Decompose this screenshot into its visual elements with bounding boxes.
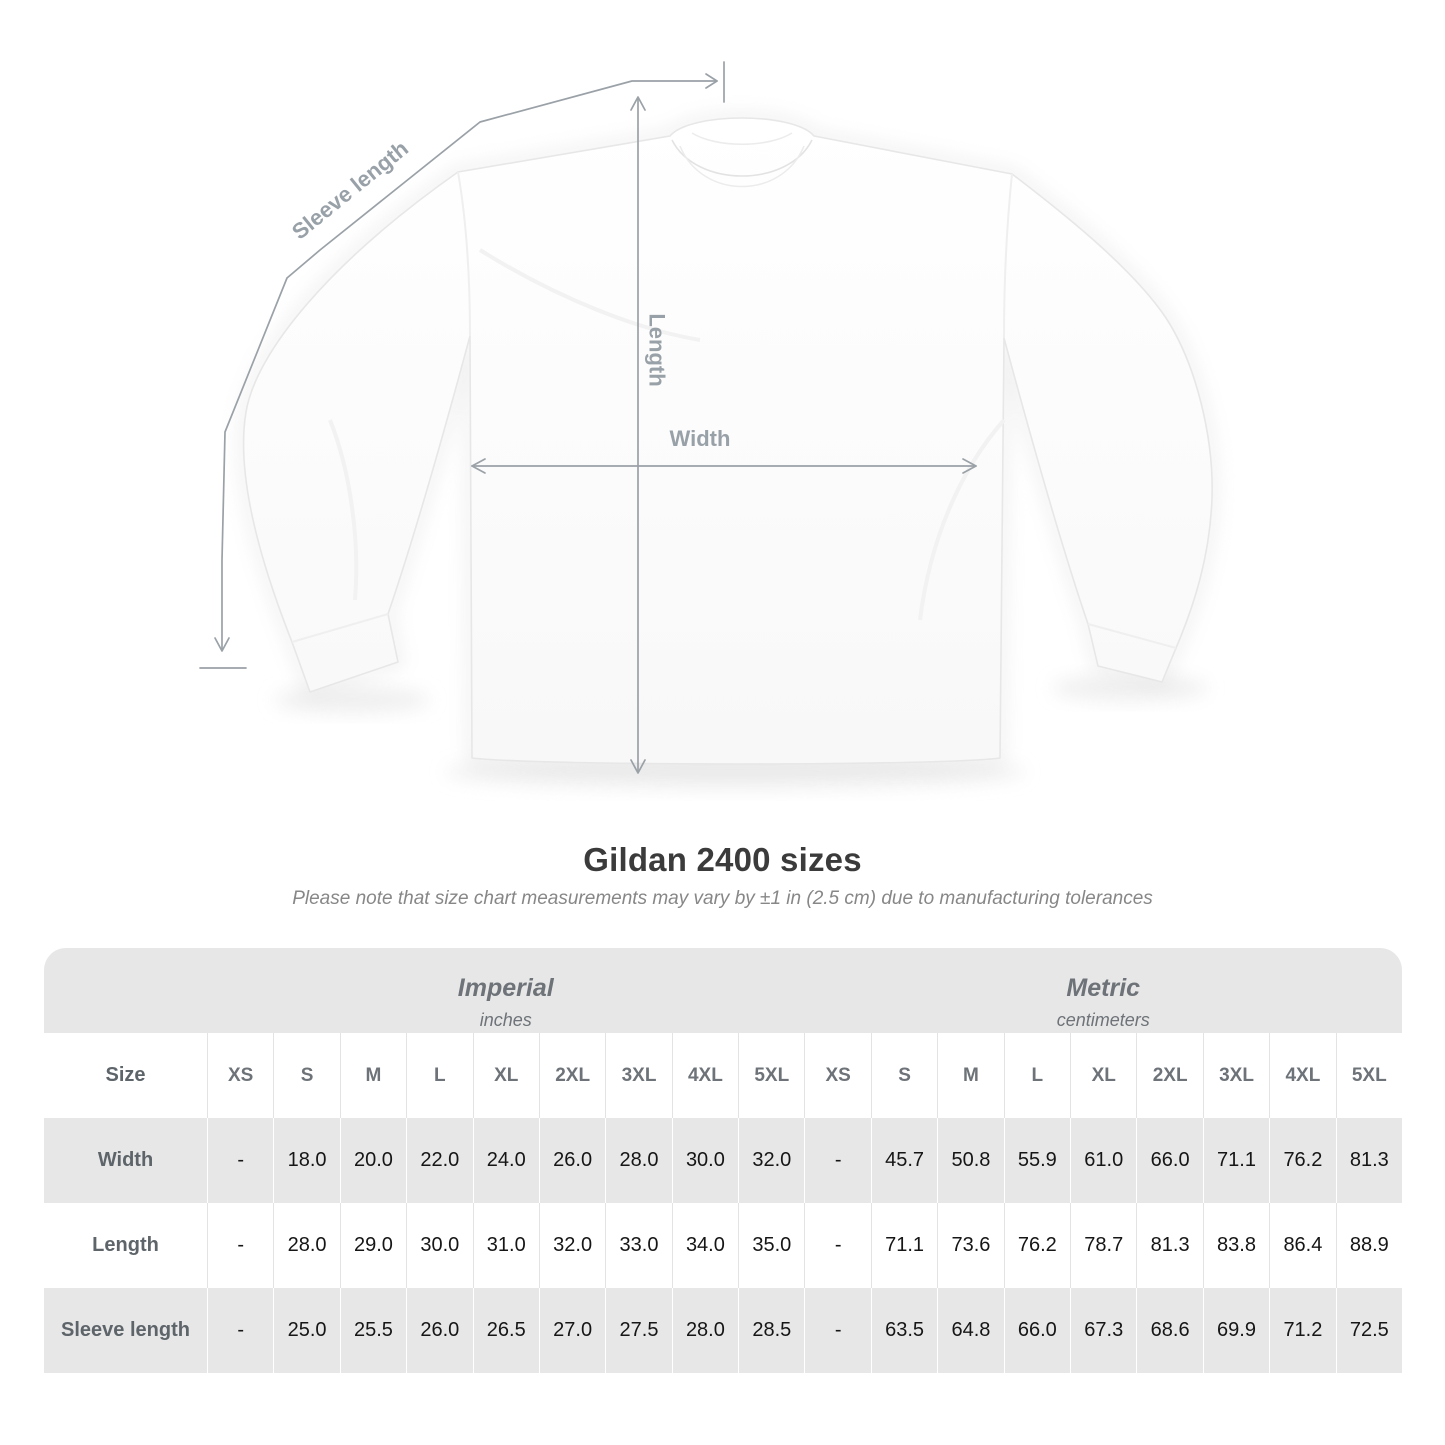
size-col-header-metric: XS	[804, 1033, 870, 1118]
table-cell-imperial: -	[207, 1203, 273, 1288]
table-cell-metric: 63.5	[871, 1288, 937, 1373]
table-cell-metric: 64.8	[937, 1288, 1003, 1373]
table-cell-imperial: 31.0	[473, 1203, 539, 1288]
table-cell-imperial: -	[207, 1118, 273, 1203]
table-cell-imperial: 27.5	[605, 1288, 671, 1373]
table-cell-metric: 88.9	[1336, 1203, 1402, 1288]
table-cell-imperial: 26.0	[539, 1118, 605, 1203]
table-cell-imperial: 28.0	[605, 1118, 671, 1203]
size-col-header-imperial: 4XL	[672, 1033, 738, 1118]
size-col-header-metric: M	[937, 1033, 1003, 1118]
table-cell-metric: 68.6	[1136, 1288, 1202, 1373]
table-cell-imperial: 32.0	[738, 1118, 804, 1203]
table-cell-metric: 78.7	[1070, 1203, 1136, 1288]
size-corner-header: Size	[44, 1033, 207, 1118]
table-cell-imperial: 26.5	[473, 1288, 539, 1373]
table-cell-imperial: 25.5	[340, 1288, 406, 1373]
size-col-header-imperial: XS	[207, 1033, 273, 1118]
table-cell-imperial: 28.0	[273, 1203, 339, 1288]
table-cell-metric: 73.6	[937, 1203, 1003, 1288]
table-cell-metric: 86.4	[1269, 1203, 1335, 1288]
table-cell-metric: 69.9	[1203, 1288, 1269, 1373]
size-col-header-imperial: M	[340, 1033, 406, 1118]
imperial-label: Imperial	[457, 973, 554, 1002]
metric-sublabel: centimeters	[1056, 1009, 1150, 1030]
length-label: Length	[644, 313, 670, 387]
size-col-header-metric: 2XL	[1136, 1033, 1202, 1118]
size-col-header-metric: L	[1004, 1033, 1070, 1118]
size-col-header-metric: 4XL	[1269, 1033, 1335, 1118]
table-cell-imperial: 33.0	[605, 1203, 671, 1288]
table-cell-metric: 50.8	[937, 1118, 1003, 1203]
heading-block	[0, 841, 1445, 910]
size-col-header-imperial: 2XL	[539, 1033, 605, 1118]
width-label: Width	[669, 426, 731, 451]
table-cell-imperial: 25.0	[273, 1288, 339, 1373]
table-cell-metric: -	[804, 1118, 870, 1203]
table-cell-metric: 55.9	[1004, 1118, 1070, 1203]
table-cell-metric: 72.5	[1336, 1288, 1402, 1373]
size-col-header-metric: XL	[1070, 1033, 1136, 1118]
imperial-sublabel: inches	[479, 1009, 532, 1030]
size-col-header-imperial: XL	[473, 1033, 539, 1118]
table-cell-metric: 83.8	[1203, 1203, 1269, 1288]
table-cell-metric: -	[804, 1203, 870, 1288]
table-cell-metric: 71.1	[871, 1203, 937, 1288]
row-label: Sleeve length	[44, 1288, 207, 1373]
table-cell-metric: 67.3	[1070, 1288, 1136, 1373]
table-cell-metric: 81.3	[1336, 1118, 1402, 1203]
table-cell-metric: 66.0	[1004, 1288, 1070, 1373]
table-cell-metric: -	[804, 1288, 870, 1373]
table-cell-imperial: 32.0	[539, 1203, 605, 1288]
table-cell-metric: 71.2	[1269, 1288, 1335, 1373]
page-title: Gildan 2400 sizes	[583, 841, 862, 878]
table-cell-metric: 76.2	[1269, 1118, 1335, 1203]
table-cell-metric: 66.0	[1136, 1118, 1202, 1203]
table-cell-metric: 71.1	[1203, 1118, 1269, 1203]
size-col-header-metric: S	[871, 1033, 937, 1118]
size-col-header-imperial: 5XL	[738, 1033, 804, 1118]
table-cell-imperial: 24.0	[473, 1118, 539, 1203]
table-cell-imperial: 22.0	[406, 1118, 472, 1203]
table-cell-imperial: 27.0	[539, 1288, 605, 1373]
size-col-header-metric: 5XL	[1336, 1033, 1402, 1118]
table-cell-imperial: 35.0	[738, 1203, 804, 1288]
page-subtitle: Please note that size chart measurements may vary by ±1 in (2.5 cm) due to manufacturing tolerances	[292, 888, 1153, 909]
metric-label: Metric	[1066, 973, 1141, 1002]
sleeve-length-label: Sleeve length	[287, 135, 413, 245]
table-cell-imperial: 29.0	[340, 1203, 406, 1288]
table-cell-imperial: 30.0	[406, 1203, 472, 1288]
table-cell-imperial: 26.0	[406, 1288, 472, 1373]
table-cell-metric: 76.2	[1004, 1203, 1070, 1288]
table-cell-imperial: 30.0	[672, 1118, 738, 1203]
row-label: Width	[44, 1118, 207, 1203]
table-cell-metric: 45.7	[871, 1118, 937, 1203]
size-table-card	[44, 948, 1402, 1396]
table-cell-imperial: 28.0	[672, 1288, 738, 1373]
table-cell-imperial: 18.0	[273, 1118, 339, 1203]
table-cell-imperial: 28.5	[738, 1288, 804, 1373]
row-label: Length	[44, 1203, 207, 1288]
size-col-header-imperial: 3XL	[605, 1033, 671, 1118]
size-table-grid	[44, 948, 1402, 1396]
size-col-header-imperial: L	[406, 1033, 472, 1118]
table-cell-metric: 61.0	[1070, 1118, 1136, 1203]
table-cell-imperial: 20.0	[340, 1118, 406, 1203]
size-col-header-imperial: S	[273, 1033, 339, 1118]
size-col-header-metric: 3XL	[1203, 1033, 1269, 1118]
table-cell-metric: 81.3	[1136, 1203, 1202, 1288]
table-cell-imperial: -	[207, 1288, 273, 1373]
table-cell-imperial: 34.0	[672, 1203, 738, 1288]
